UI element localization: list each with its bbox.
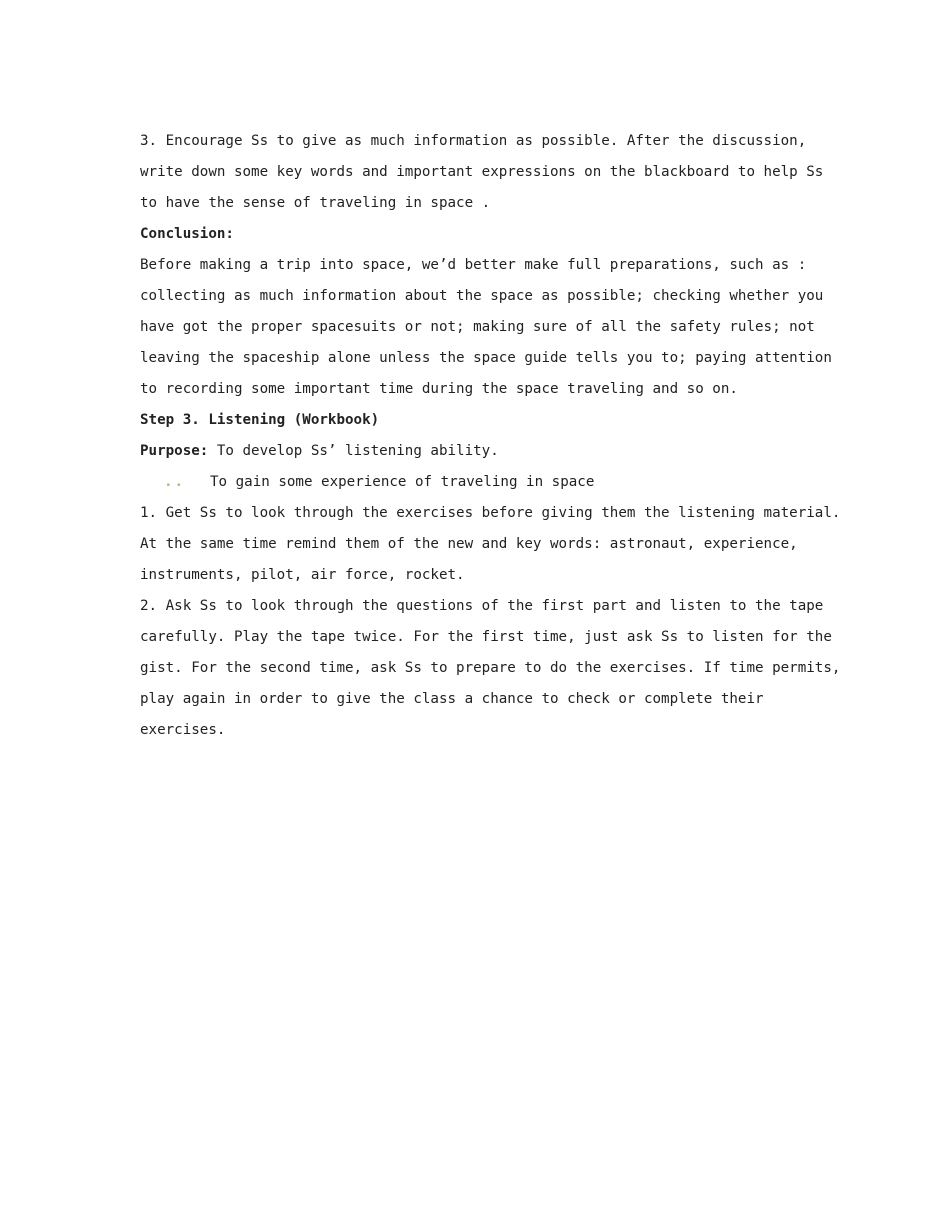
paragraph-line: to have the sense of traveling in space . [140,195,491,211]
item2-line: play again in order to give the class a chance to check or complete their [140,691,764,707]
item2-line: 2. Ask Ss to look through the questions of the first part and listen to the tape [140,598,824,614]
item1-line: 1. Get Ss to look through the exercises before giving them the listening material. [140,505,841,521]
item1-line: instruments, pilot, air force, rocket. [140,567,465,583]
purpose-label: Purpose: [140,443,209,459]
purpose-line-2 [140,467,820,498]
paragraph-line: write down some key words and important expressions on the blackboard to help Ss [140,164,824,180]
conclusion-line: have got the proper spacesuits or not; making sure of all the safety rules; not [140,319,815,335]
item2-line: carefully. Play the tape twice. For the first time, just ask Ss to listen for the [140,629,832,645]
purpose-text-2: To gain some experience of traveling in space [210,474,595,490]
step3-heading: Step 3. Listening (Workbook) [140,412,380,428]
item2-line: exercises. [140,722,226,738]
conclusion-line: collecting as much information about the space as possible; checking whether you [140,288,824,304]
item1-line: At the same time remind them of the new and key words: astronaut, experience, [140,536,798,552]
conclusion-line: Before making a trip into space, we’d better make full preparations, such as : [140,257,807,273]
paragraph-line: 3. Encourage Ss to give as much information as possible. After the discussion, [140,133,807,149]
purpose-text: To develop Ss’ listening ability. [208,443,499,459]
purpose-line [140,436,820,467]
conclusion-heading: Conclusion: [140,226,234,242]
conclusion-line: leaving the spaceship alone unless the space guide tells you to; paying attention [140,350,832,366]
bullet-dots-icon: .. [164,474,186,490]
document-body [140,126,841,746]
item2-line: gist. For the second time, ask Ss to prepare to do the exercises. If time permits, [140,660,841,676]
conclusion-line: to recording some important time during the space traveling and so on. [140,381,738,397]
